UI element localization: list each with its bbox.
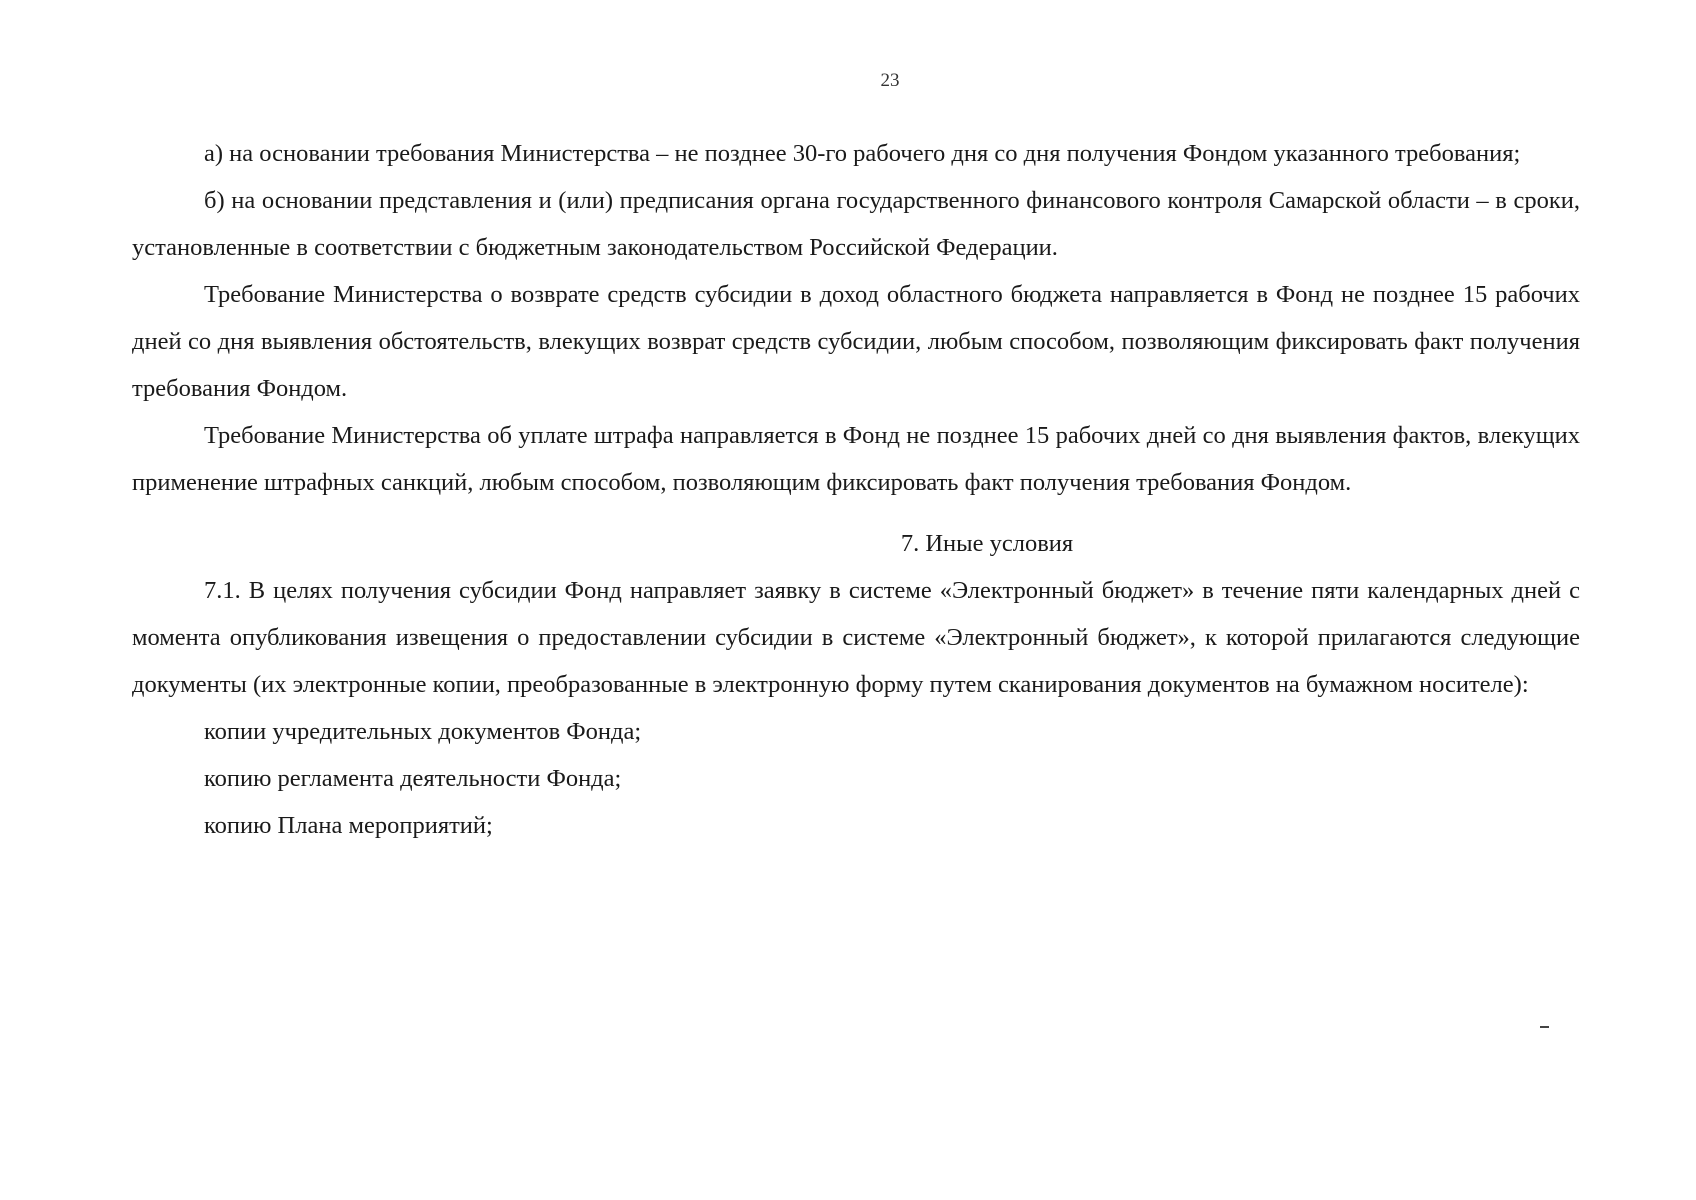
scan-mark [1540, 1026, 1549, 1028]
list-item: копию регламента деятельности Фонда; [204, 765, 622, 792]
list-item: копию Плана мероприятий; [204, 812, 493, 839]
paragraph-b: б) на основании представления и (или) предписания органа государственного финансового контроля Самарской области – в сроки, установленные в соответствии с бюджетным законодательством Российской Федерации. [132, 187, 1580, 261]
list-item: копии учредительных документов Фонда; [204, 718, 642, 745]
section-heading: 7. Иные условия [900, 530, 1074, 557]
paragraph-fine-demand: Требование Министерства об уплате штрафа направляется в Фонд не позднее 15 рабочих дней со дня выявления фактов, влекущих применение штрафных санкций, любым способом, позволяющим фиксировать факт получения требования Фондом. [132, 422, 1580, 496]
page-number: 23 [880, 70, 900, 91]
paragraph-a: а) на основании требования Министерства – не позднее 30-го рабочего дня со дня получения Фондом указанного требования; [204, 140, 1521, 167]
paragraph-7-1: 7.1. В целях получения субсидии Фонд направляет заявку в системе «Электронный бюджет» в течение пяти календарных дней с момента опубликования извещения о предоставлении субсидии в системе «Электронный бюджет», к которой прилагаются следующие документы (их электронные копии, преобразованные в электронную форму путем сканирования документов на бумажном носителе): [132, 577, 1580, 698]
document-body [132, 130, 1580, 849]
paragraph-return-demand: Требование Министерства о возврате средств субсидии в доход областного бюджета направляется в Фонд не позднее 15 рабочих дней со дня выявления обстоятельств, влекущих возврат средств субсидии, любым способом, позволяющим фиксировать факт получения требования Фондом. [132, 281, 1580, 402]
